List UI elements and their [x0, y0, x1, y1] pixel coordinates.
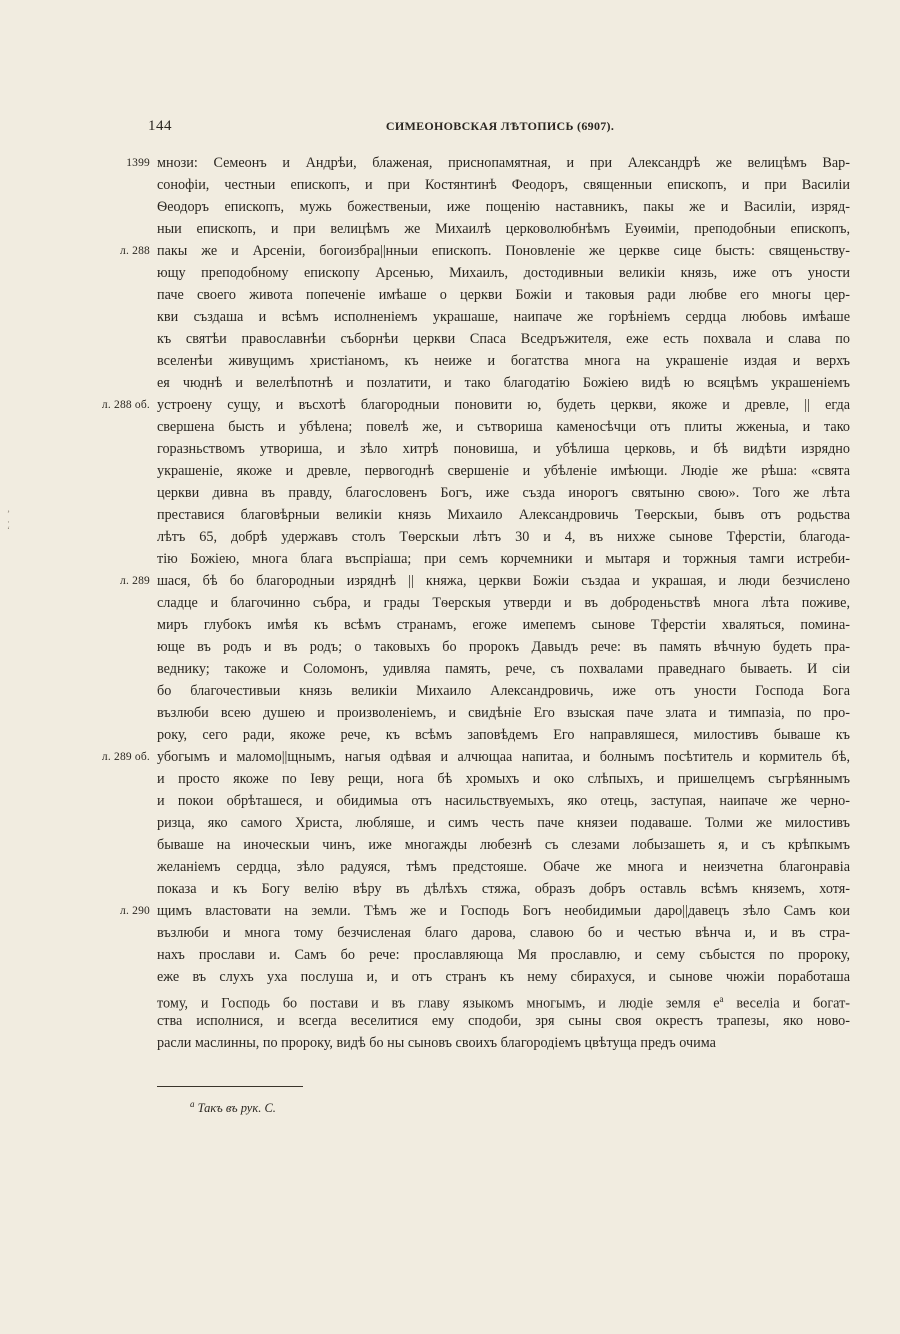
text-line: церкви дивна въ правду, благословенъ Богъ, иже създа инорогъ святыню свою». Того же лѣта [157, 485, 850, 501]
running-title: СИМЕОНОВСКАЯ ЛѢТОПИСЬ (6907). [385, 119, 615, 133]
text-line: устроену сущу, и въсхотѣ благородныи поновити ю, будеть церкви, якоже и древле, || егда [157, 397, 850, 413]
margin-note-year: 1399 [126, 157, 150, 169]
text-line: къ святѣи православнѣи съборнѣи церкви Спаса Вседръжителя, еже есть похвала и слава по [157, 331, 850, 347]
margin-note-folio: л. 288 [120, 245, 150, 257]
text-line: вселенѣи живущимъ христіаномъ, къ неиже и богатства многа на украшеніе издая и верхъ [157, 353, 850, 369]
margin-note-folio: л. 289 об. [101, 751, 150, 763]
text-line: року, сего ради, якоже рече, къ всѣмъ заповѣдемъ Его направляшеся, милостивъ бываше къ [157, 727, 850, 743]
text-line: ныи епископъ, и при велицѣмъ же Михаилѣ церковолюбнѣмъ Еуѳиміи, преподобныи епископъ, [157, 221, 850, 237]
text-line: ея чюднѣ и велелѣпотнѣ и позлатити, и тако благодатію Божіею видѣ ю всяцѣмъ украшеніемъ [157, 375, 850, 391]
text-line: украшеніе, якоже и древле, первогоднѣ свершеніе и убѣленіе имѣющи. Людіе же рѣша: «свята [157, 463, 850, 479]
margin-speck: ʼ · ʻ [7, 509, 10, 535]
text-line: расли маслинны, по пророку, видѣ бо ны сыновъ своихъ благородіемъ цвѣтуща предъ очима [157, 1035, 716, 1051]
text-line-with-footnote [157, 988, 850, 1010]
text-line: възлюби всею душею и произволеніемъ, и свидѣніе Его взыская паче злата и тимпазіа, по про- [157, 705, 850, 721]
text-line: сонофіи, честныи епископъ, и при Костянтинѣ Феодоръ, священныи епископъ, и при Василіи [157, 177, 850, 193]
text-line-part: тому, и Господь бо постави и въ главу языкомъ многымъ, и людіе земля е [157, 995, 720, 1012]
text-line: мнози: Семеонъ и Андрѣи, блаженая, приснопамятная, и при Александрѣ же велицѣмъ Вар- [157, 155, 850, 171]
text-line: бываше на иноческыи чинъ, иже многажды любезнѣ съ слезами лобызашеть я, и съ крѣпкымъ [157, 837, 850, 853]
text-line: и покои обрѣташеся, и обидимыа отъ насильствуемыхъ, яко отець, заступая, наипаче же черно- [157, 793, 850, 809]
text-line-part: веселіа и богат- [736, 995, 850, 1012]
text-line: ства исполнися, и всегда веселитися ему сподоби, зря сыны своя окрестъ трапезы, яко ново- [157, 1013, 850, 1029]
text-line: и просто якоже по Іеву рещи, нога бѣ хромыхъ и око слѣпыхъ, и пришелцемъ съгрѣяннымъ [157, 771, 850, 787]
margin-note-folio: л. 289 [120, 575, 150, 587]
text-line: ризца, яко самого Христа, любляше, и симъ честь паче князеи подаваше. Толми же милостивъ [157, 815, 850, 831]
text-line: паче своего живота попеченіе имѣаше о церкви Божіи и таковыя ради любве его многы цер- [157, 287, 850, 303]
page-header [148, 118, 852, 140]
text-line: веднику; такоже и Соломонъ, удивляа память, рече, съ похвалами праведнаго бываеть. И сіи [157, 661, 850, 677]
footnote-mark: а [190, 1099, 195, 1109]
text-line: възлюби и многа тому безчисленая благо дарова, славою бо и честью вѣнча и, и въ стра- [157, 925, 850, 941]
page-number: 144 [148, 118, 172, 134]
text-line: преставися благовѣрныи великіи князь Михаило Александровичь Тѳерскыи, бывъ отъ родьства [157, 507, 850, 523]
text-line: желаніемъ сердца, зѣло радуяся, тѣмъ предстояше. Обаче же многа и неизчетна благонравіа [157, 859, 850, 875]
text-line: пакы же и Арсеніи, богоизбра||нныи епископъ. Поновленіе же церкве сице бысть: священьству- [157, 243, 850, 259]
text-line: тію Божіею, многа блага въспріаша; при семъ корчемники и мытаря и торжныя тамги истреби- [157, 551, 850, 567]
text-line: лѣтъ 65, добрѣ удержавъ столъ Тѳерскыи лѣтъ 30 и 4, въ нихже сынове Тферстіи, благода- [157, 529, 850, 545]
text-line: Ѳеодоръ епископъ, мужь божественыи, иже пощенію наставникъ, пакы же и Василіи, изряд- [157, 199, 850, 215]
footnote-divider [157, 1086, 303, 1087]
footnote-mark: а [719, 994, 724, 1004]
text-line: горазньствомъ утвориша, и зѣло хитрѣ поновиша, и убѣлиша церковь, и бѣ видѣти изрядно [157, 441, 850, 457]
text-line: убогымъ и маломо||щнымъ, нагыя одѣвая и алчющаа напитаа, и болнымъ посѣтитель и кормитель бѣ, [157, 749, 850, 765]
text-line: нахъ прослави и. Самъ бо рече: прославляюща Мя прославлю, и сему събыстся по пророку, [157, 947, 850, 963]
text-line: юще въ родъ и въ родъ; о таковыхъ бо пророкъ Давыдъ рече: въ память вѣчную будеть пра- [157, 639, 850, 655]
footnote [190, 1099, 276, 1116]
text-line: щимъ властовати на земли. Тѣмъ же и Господь Богъ необидимыи даро||давецъ зѣло Самъ кои [157, 903, 850, 919]
text-line: сладце и благочинно събра, и грады Тѳерскыя утверди и въ доброденьствѣ многа лѣта поживе, [157, 595, 850, 611]
text-line: кви създаша и всѣмъ исполненіемъ украшаше, наипаче же горѣніемъ сердца любовь имѣаше [157, 309, 850, 325]
text-line: шася, бѣ бо благородныи изряднѣ || княжа, церкви Божіи създаа и украшая, и люди безчислено [157, 573, 850, 589]
text-line: бо благочестивыи князь великіи Михаило Александровичь, иже отъ уности Господа Бога [157, 683, 850, 699]
margin-note-folio: л. 290 [120, 905, 150, 917]
text-line: свершена бысть и убѣлена; повелѣ же, и сътвориша каменосѣчци отъ плиты жженыа, и тако [157, 419, 850, 435]
margin-note-folio: л. 288 об. [101, 399, 150, 411]
text-line: показа и къ Богу велію вѣру въ дѣлѣхъ стяжа, образъ добръ оставль всѣмъ княземъ, хотя- [157, 881, 850, 897]
text-line: миръ глубокъ имѣя къ всѣмъ странамъ, егоже имепемъ сынове Тферстіи хваляться, помина- [157, 617, 850, 633]
footnote-text: Такъ въ рук. С. [197, 1101, 276, 1116]
text-line: еже въ слухъ уха послуша и, и отъ странъ къ нему сбирахуся, и сынове чюжіи поработаша [157, 969, 850, 985]
text-line: ющу преподобному епископу Арсенью, Михаилъ, достодивныи великіи князь, иже отъ уности [157, 265, 850, 281]
